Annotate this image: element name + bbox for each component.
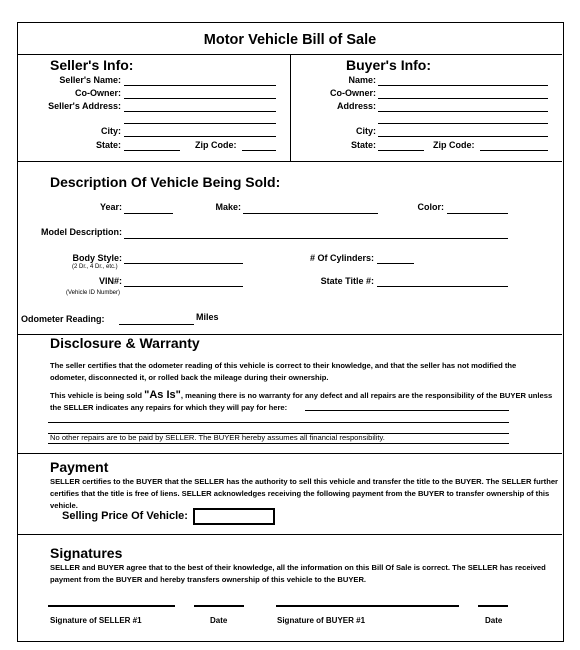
buyer-city-field[interactable] bbox=[378, 136, 548, 137]
as-is-text-post: , meaning there is no warranty for any defect and all repairs are the responsibility of the BUYER unless the SELLER indicates any repairs for which they will pay for here: bbox=[50, 391, 553, 412]
seller-zip-field[interactable] bbox=[242, 150, 276, 151]
buyer-coowner-label: Co-Owner: bbox=[330, 88, 376, 98]
signatures-text: SELLER and BUYER agree that to the best of their knowledge, all the information on this Bill Of Sale is correct. The SELLER has received payment from the BUYER and hereby transfers ownership of this vehicle to the BUYER. bbox=[50, 563, 546, 584]
body-style-label: Body Style: bbox=[72, 253, 122, 263]
selling-price-field[interactable] bbox=[193, 508, 275, 525]
seller-signature-line[interactable] bbox=[48, 605, 175, 607]
make-field[interactable] bbox=[243, 213, 378, 214]
cylinders-field[interactable] bbox=[377, 263, 414, 264]
seller-date-line[interactable] bbox=[194, 605, 244, 607]
buyer-zip-label: Zip Code: bbox=[433, 140, 475, 150]
seller-city-label: City: bbox=[101, 126, 121, 136]
year-field[interactable] bbox=[124, 213, 173, 214]
seller-address-field[interactable] bbox=[124, 111, 276, 112]
seller-address-label: Seller's Address: bbox=[48, 101, 121, 111]
buyer-address-field-2[interactable] bbox=[378, 123, 548, 124]
model-description-field[interactable] bbox=[124, 238, 508, 239]
bill-of-sale-form bbox=[17, 22, 564, 642]
buyer-address-field[interactable] bbox=[378, 111, 548, 112]
odometer-certification-text: The seller certifies that the odometer reading of this vehicle is correct to their knowledge, and that the seller has not modified the odometer, disconnected it, or rolled back the mileage during their ownership. bbox=[50, 361, 517, 382]
buyer-state-label: State: bbox=[350, 140, 376, 150]
divider bbox=[18, 453, 562, 454]
payment-heading: Payment bbox=[50, 459, 109, 475]
buyer-name-label: Name: bbox=[348, 75, 376, 85]
selling-price-label: Selling Price Of Vehicle: bbox=[62, 510, 188, 522]
body-style-field[interactable] bbox=[124, 263, 243, 264]
divider bbox=[18, 161, 562, 162]
form-title: Motor Vehicle Bill of Sale bbox=[203, 32, 377, 48]
buyer-state-field[interactable] bbox=[378, 150, 424, 151]
seller-state-field[interactable] bbox=[124, 150, 180, 151]
seller-repairs-field-1[interactable] bbox=[305, 410, 509, 411]
seller-city-field[interactable] bbox=[124, 136, 276, 137]
seller-coowner-field[interactable] bbox=[124, 98, 276, 99]
model-description-label: Model Description: bbox=[40, 227, 122, 237]
buyer-date-line[interactable] bbox=[478, 605, 508, 607]
body-style-hint: (2 Dr., 4 Dr., etc.) bbox=[72, 264, 118, 270]
state-title-label: State Title #: bbox=[320, 276, 374, 286]
seller-coowner-label: Co-Owner: bbox=[75, 88, 121, 98]
buyer-signature-label: Signature of BUYER #1 bbox=[277, 616, 366, 625]
seller-signature-label: Signature of SELLER #1 bbox=[50, 616, 142, 625]
vin-hint: (Vehicle ID Number) bbox=[66, 290, 121, 296]
seller-repairs-field-2[interactable] bbox=[48, 422, 509, 423]
seller-state-label: State: bbox=[95, 140, 121, 150]
miles-label: Miles bbox=[196, 312, 219, 322]
vin-label: VIN#: bbox=[98, 276, 122, 286]
divider bbox=[18, 534, 562, 535]
buyer-zip-field[interactable] bbox=[480, 150, 548, 151]
seller-name-label: Seller's Name: bbox=[59, 75, 121, 85]
as-is-emphasis: "As Is" bbox=[144, 389, 181, 401]
seller-address-field-2[interactable] bbox=[124, 123, 276, 124]
buyer-address-label: Address: bbox=[336, 101, 376, 111]
buyer-coowner-field[interactable] bbox=[378, 98, 548, 99]
color-field[interactable] bbox=[447, 213, 508, 214]
payment-text: SELLER certifies to the BUYER that the SELLER has the authority to sell this vehicle and transfer the title to the BUYER. The SELLER further certifies that the title is free of liens. SELLER acknowledges receiving the following payment from the BUYER to transfer ownership of this vehicle. bbox=[50, 477, 559, 510]
odometer-label: Odometer Reading: bbox=[21, 314, 105, 324]
buyer-city-label: City: bbox=[356, 126, 376, 136]
divider bbox=[48, 443, 509, 444]
signatures-heading: Signatures bbox=[50, 545, 123, 561]
seller-zip-label: Zip Code: bbox=[195, 140, 237, 150]
seller-name-field[interactable] bbox=[124, 85, 276, 86]
disclosure-heading: Disclosure & Warranty bbox=[50, 335, 200, 351]
buyer-info-heading: Buyer's Info: bbox=[346, 57, 432, 73]
odometer-field[interactable] bbox=[119, 324, 194, 325]
buyer-signature-line[interactable] bbox=[276, 605, 459, 607]
cylinders-label: # Of Cylinders: bbox=[309, 253, 374, 263]
seller-info-heading: Seller's Info: bbox=[50, 57, 134, 73]
year-label: Year: bbox=[99, 202, 122, 212]
vin-field[interactable] bbox=[124, 286, 243, 287]
color-label: Color: bbox=[417, 202, 444, 212]
as-is-text-pre: This vehicle is being sold bbox=[50, 391, 145, 400]
vehicle-description-heading: Description Of Vehicle Being Sold: bbox=[50, 174, 281, 190]
buyer-name-field[interactable] bbox=[378, 85, 548, 86]
make-label: Make: bbox=[215, 202, 241, 212]
seller-date-label: Date bbox=[210, 616, 228, 625]
buyer-date-label: Date bbox=[485, 616, 503, 625]
state-title-field[interactable] bbox=[377, 286, 508, 287]
no-other-repairs-text: No other repairs are to be paid by SELLER. The BUYER hereby assumes all financial responsibility. bbox=[50, 433, 385, 442]
